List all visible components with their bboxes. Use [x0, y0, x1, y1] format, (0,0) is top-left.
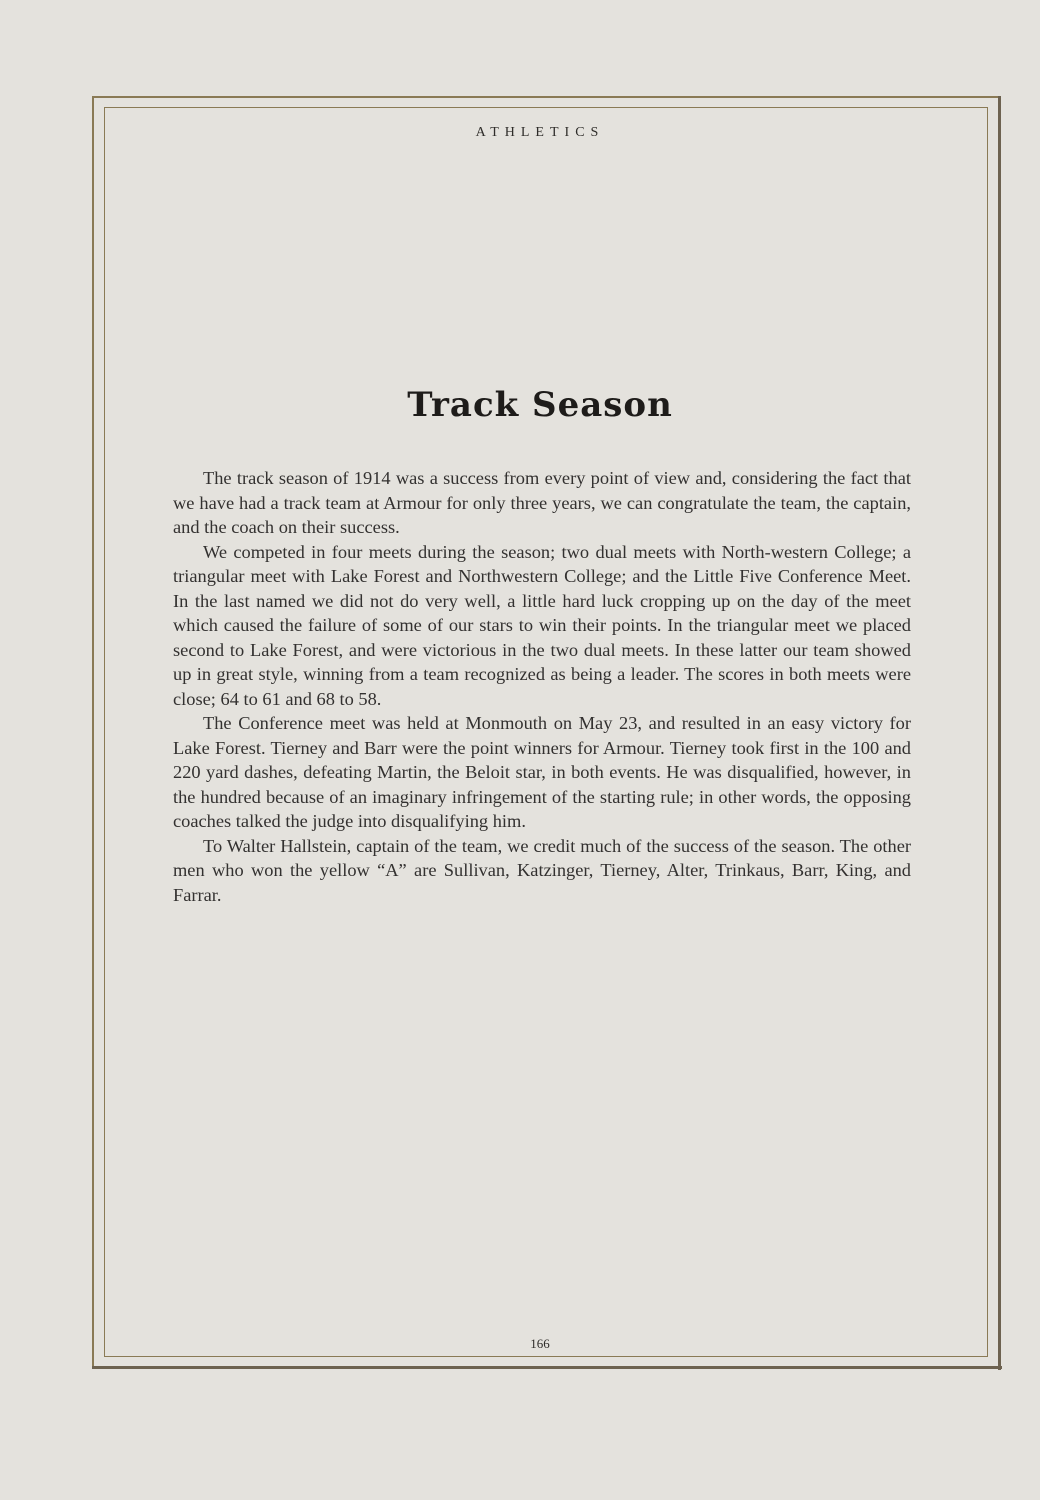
running-head: ATHLETICS	[475, 125, 605, 140]
paragraph: The track season of 1914 was a success from every point of view and, considering the fact that we have had a track team at Armour for only three years, we can congratulate the team, the captain, and the coach on their success.	[173, 468, 911, 537]
border-shadow-bottom	[92, 1366, 1002, 1369]
page-title: Track Season	[407, 385, 673, 425]
page-number: 166	[530, 1336, 550, 1351]
border-shadow-right	[998, 96, 1001, 1370]
paragraph: To Walter Hallstein, captain of the team, we credit much of the success of the season. The other men who won the yellow “A” are Sullivan, Katzinger, Tierney, Alter, Trinkaus, Barr, King, and Farrar.	[173, 835, 911, 905]
paragraph: The Conference meet was held at Monmouth on May 23, and resulted in an easy victory for Lake Forest. Tierney and Barr were the point winners for Armour. Tierney took first in the 100 and 220 yard dashes, defeating Martin, the Beloit star, in both events. He was disqualified, however, in the hundred because of an imaginary infringement of the starting rule; in other words, the opposing coaches talked the judge into disqualifying him.	[173, 713, 911, 831]
article-body	[173, 466, 911, 907]
paragraph: We competed in four meets during the season; two dual meets with North-western College; a triangular meet with Lake Forest and Northwestern College; and the Little Five Conference Meet. In the last named we did not do very well, a little hard luck cropping up on the day of the meet which caused the failure of some of our stars to win their points. In the triangular meet we placed second to Lake Forest, and were victorious in the two dual meets. In these latter our team showed up in great style, winning from a team recognized as being a leader. The scores in both meets were close; 64 to 61 and 68 to 58.	[173, 541, 911, 709]
